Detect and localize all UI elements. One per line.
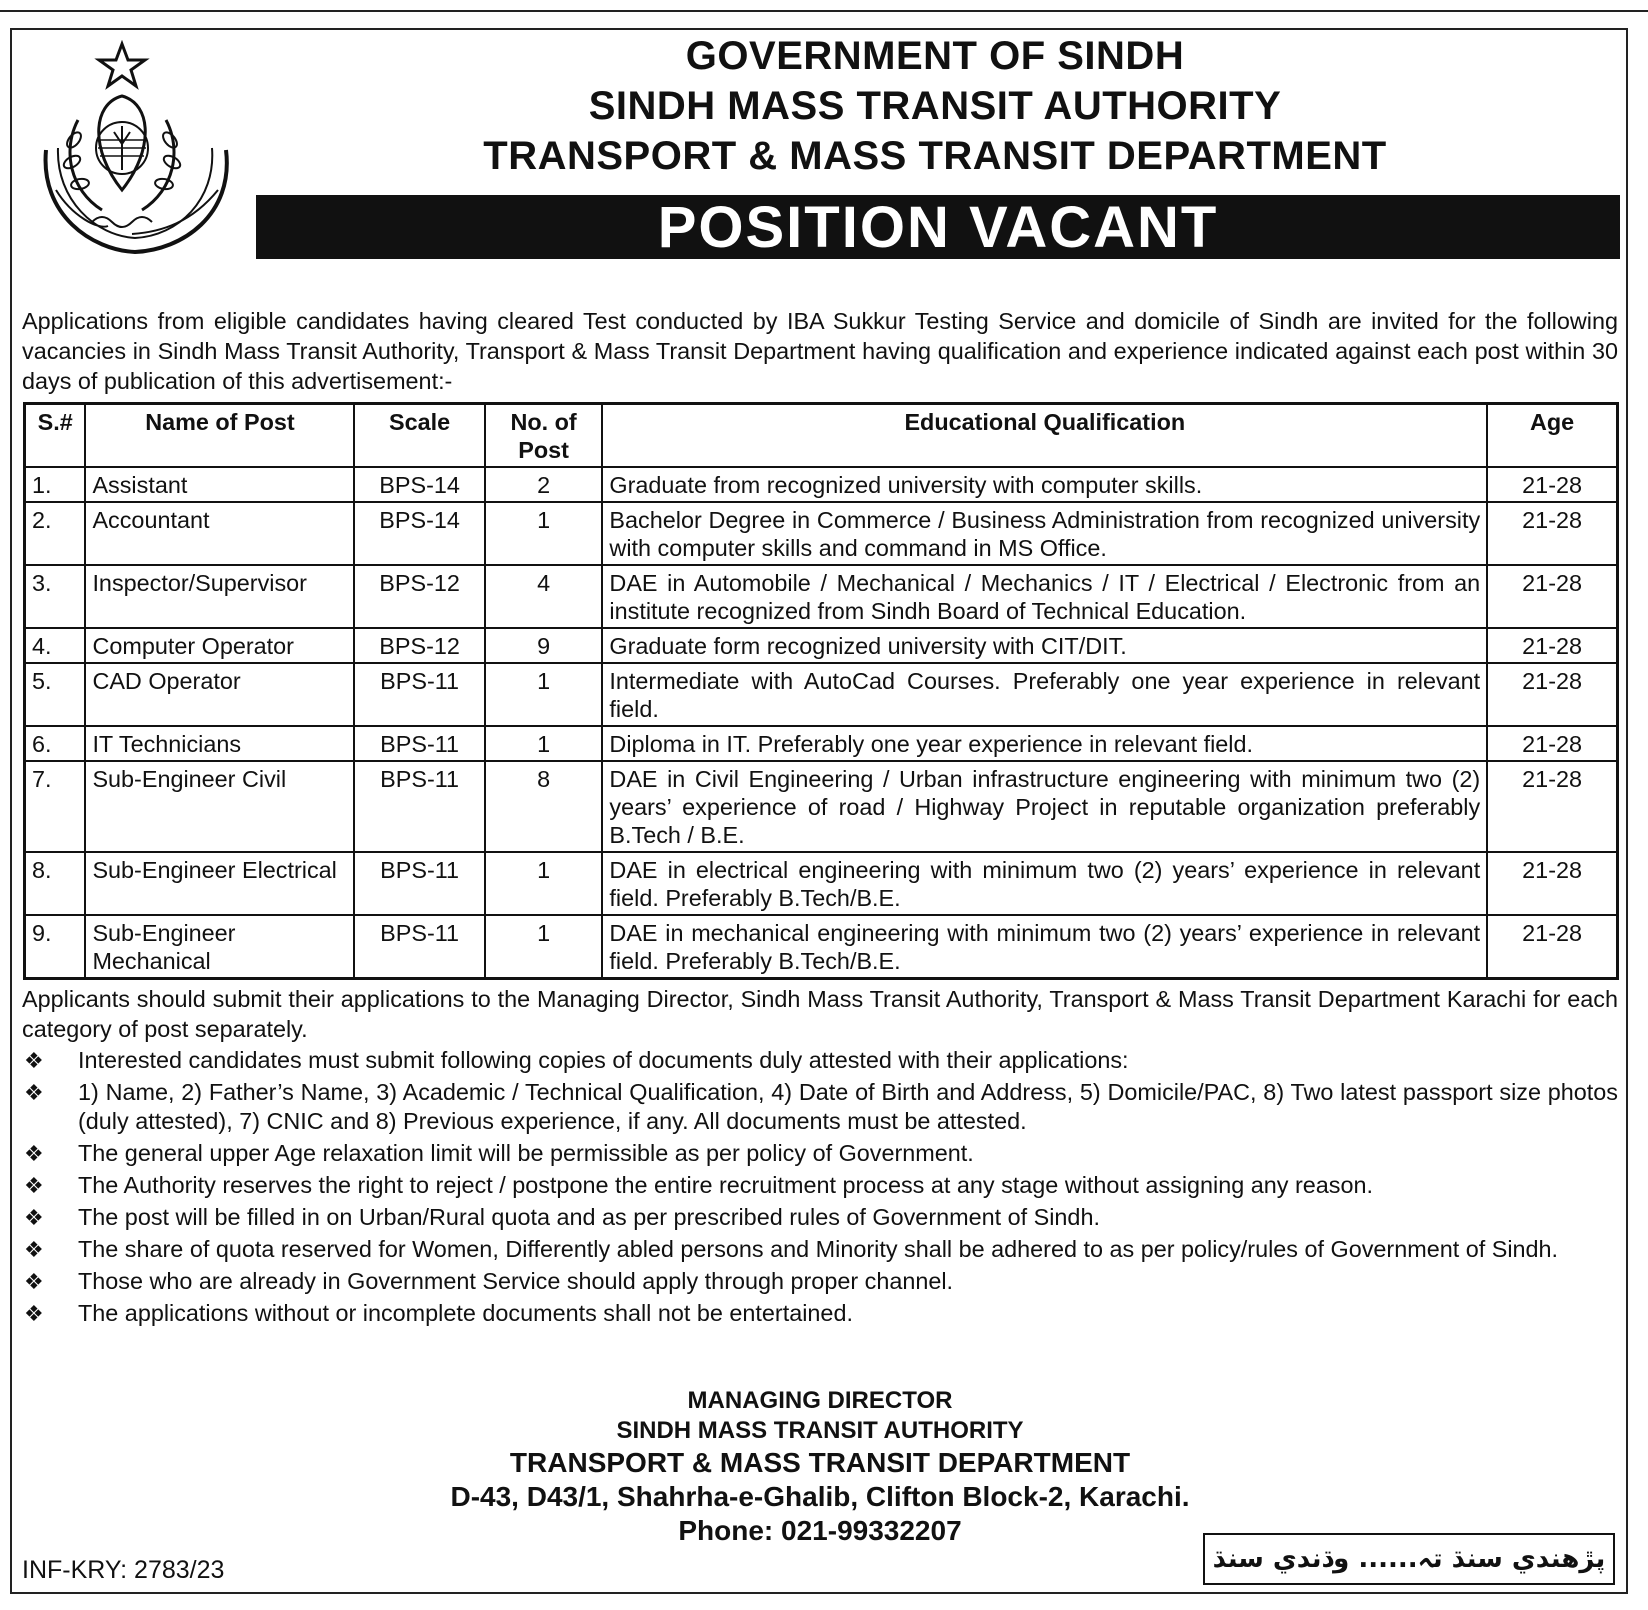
intro-paragraph: Applications from eligible candidates having cleared Test conducted by IBA Sukkur Testing Service and domicile of Sindh are invited for the following vacancies in Sindh Mass Transit Authority, Transport & Mass Transit Department having qualification and experience indicated against each post within 30 days of publication of this advertisement:- [22,308,1618,394]
header-age: Age [1487,404,1617,468]
cell-age: 21-28 [1487,628,1617,663]
cell-count: 4 [485,565,603,628]
bullet-diamond-icon: ❖ [24,1237,44,1262]
list-item [22,1299,1618,1328]
cell-qualification: DAE in electrical engineering with minimum two (2) years’ experience in relevant field. Preferably B.Tech/B.E. [602,852,1487,915]
cell-name: Computer Operator [85,628,354,663]
signature-title: MANAGING DIRECTOR [687,1387,953,1414]
signature-phone: Phone: 021-99332207 [678,1515,962,1546]
cell-count: 9 [485,628,603,663]
cell-sno: 4. [25,628,86,663]
cell-age: 21-28 [1487,915,1617,979]
cell-qualification: Graduate form recognized university with CIT/DIT. [602,628,1487,663]
cell-age: 21-28 [1487,726,1617,761]
cell-qualification: Diploma in IT. Preferably one year experience in relevant field. [602,726,1487,761]
apply-paragraph: Applicants should submit their applications to the Managing Director, Sindh Mass Transit Authority, Transport & Mass Transit Department Karachi for each category of post separately. [22,986,1618,1042]
instructions-list [22,1046,1618,1331]
bullet-diamond-icon: ❖ [24,1205,44,1230]
cell-name: CAD Operator [85,663,354,726]
table-row [25,663,1618,726]
header-sno: S.# [25,404,86,468]
cell-scale: BPS-11 [354,852,484,915]
bullet-diamond-icon: ❖ [24,1048,44,1073]
cell-scale: BPS-11 [354,726,484,761]
cell-sno: 8. [25,852,86,915]
position-vacant-banner: POSITION VACANT [256,195,1620,259]
table-row [25,761,1618,852]
cell-age: 21-28 [1487,467,1617,502]
cell-count: 1 [485,852,603,915]
cell-scale: BPS-11 [354,663,484,726]
cell-scale: BPS-11 [354,915,484,979]
signature-address: D-43, D43/1, Shahrha-e-Ghalib, Clifton Block-2, Karachi. [450,1481,1190,1512]
cell-sno: 6. [25,726,86,761]
cell-name: Inspector/Supervisor [85,565,354,628]
cell-count: 1 [485,915,603,979]
list-item [22,1078,1618,1136]
table-row [25,467,1618,502]
list-item-text: The post will be filled in on Urban/Rural quota and as per prescribed rules of Government of Sindh. [78,1204,1100,1230]
cell-name: Accountant [85,502,354,565]
cell-name: Assistant [85,467,354,502]
table-header-row [25,404,1618,468]
cell-age: 21-28 [1487,852,1617,915]
cell-qualification: DAE in Civil Engineering / Urban infrastructure engineering with minimum two (2) years’ experience of road / Highway Project in reputable organization preferably B.Tech / B.E. [602,761,1487,852]
list-item [22,1267,1618,1296]
cell-scale: BPS-14 [354,502,484,565]
cell-name: Sub-Engineer Electrical [85,852,354,915]
cell-age: 21-28 [1487,663,1617,726]
list-item-text: 1) Name, 2) Father’s Name, 3) Academic / Technical Qualification, 4) Date of Birth and Address, 5) Domicile/PAC, 8) Two latest passport size photos (duly attested), 7) CNIC and 8) Previous experience, if any. All documents must be attested. [78,1079,1618,1134]
sindhi-slogan: پڙهندي سنڌ تہ...... وڌندي سنڌ [1203,1533,1615,1585]
cell-age: 21-28 [1487,502,1617,565]
bullet-diamond-icon: ❖ [24,1173,44,1198]
table-row [25,915,1618,979]
cell-sno: 1. [25,467,86,502]
list-item-text: Those who are already in Government Service should apply through proper channel. [78,1268,954,1294]
cell-sno: 3. [25,565,86,628]
list-item [22,1171,1618,1200]
header-count: No. of Post [485,404,603,468]
cell-scale: BPS-12 [354,565,484,628]
list-item-text: The share of quota reserved for Women, Differently abled persons and Minority shall be adhered to as per policy/rules of Government of Sindh. [78,1236,1559,1262]
table-row [25,852,1618,915]
list-item-text: The general upper Age relaxation limit will be permissible as per policy of Government. [78,1140,974,1166]
cell-count: 1 [485,502,603,565]
cell-age: 21-28 [1487,761,1617,852]
cell-qualification: Intermediate with AutoCad Courses. Preferably one year experience in relevant field. [602,663,1487,726]
list-item [22,1203,1618,1232]
table-row [25,502,1618,565]
list-item-text: Interested candidates must submit following copies of documents duly attested with their applications: [78,1047,1129,1073]
cell-qualification: Bachelor Degree in Commerce / Business Administration from recognized university with computer skills and command in MS Office. [602,502,1487,565]
vacancies-table [23,402,1619,980]
heading-government: GOVERNMENT OF SINDH [685,34,1185,78]
signature-dept: TRANSPORT & MASS TRANSIT DEPARTMENT [509,1447,1131,1478]
header-name: Name of Post [85,404,354,468]
signature-org: SINDH MASS TRANSIT AUTHORITY [616,1417,1024,1444]
list-item [22,1046,1618,1075]
bullet-diamond-icon: ❖ [24,1080,44,1105]
cell-age: 21-28 [1487,565,1617,628]
bullet-diamond-icon: ❖ [24,1301,44,1326]
list-item [22,1139,1618,1168]
cell-sno: 2. [25,502,86,565]
cell-scale: BPS-11 [354,761,484,852]
cell-sno: 7. [25,761,86,852]
table-row [25,726,1618,761]
heading-authority: SINDH MASS TRANSIT AUTHORITY [588,84,1282,128]
cell-name: IT Technicians [85,726,354,761]
cell-count: 1 [485,726,603,761]
cell-scale: BPS-12 [354,628,484,663]
heading-department: TRANSPORT & MASS TRANSIT DEPARTMENT [483,134,1387,178]
cell-sno: 9. [25,915,86,979]
reference-number: INF-KRY: 2783/23 [22,1556,225,1584]
cell-qualification: DAE in Automobile / Mechanical / Mechanics / IT / Electrical / Electronic from an institute recognized from Sindh Board of Technical Education. [602,565,1487,628]
header-scale: Scale [354,404,484,468]
sindh-government-seal-icon [22,40,248,266]
cell-scale: BPS-14 [354,467,484,502]
list-item-text: The applications without or incomplete documents shall not be entertained. [78,1300,853,1326]
cell-name: Sub-Engineer Mechanical [85,915,354,979]
table-row [25,565,1618,628]
cell-sno: 5. [25,663,86,726]
cell-qualification: Graduate from recognized university with computer skills. [602,467,1487,502]
cell-qualification: DAE in mechanical engineering with minimum two (2) years’ experience in relevant field. Preferably B.Tech/B.E. [602,915,1487,979]
list-item [22,1235,1618,1264]
bullet-diamond-icon: ❖ [24,1269,44,1294]
header-qualification: Educational Qualification [602,404,1487,468]
cell-count: 2 [485,467,603,502]
list-item-text: The Authority reserves the right to reject / postpone the entire recruitment process at any stage without assigning any reason. [78,1172,1373,1198]
bullet-diamond-icon: ❖ [24,1141,44,1166]
table-row [25,628,1618,663]
top-rule [0,10,1648,12]
cell-count: 1 [485,663,603,726]
cell-name: Sub-Engineer Civil [85,761,354,852]
cell-count: 8 [485,761,603,852]
